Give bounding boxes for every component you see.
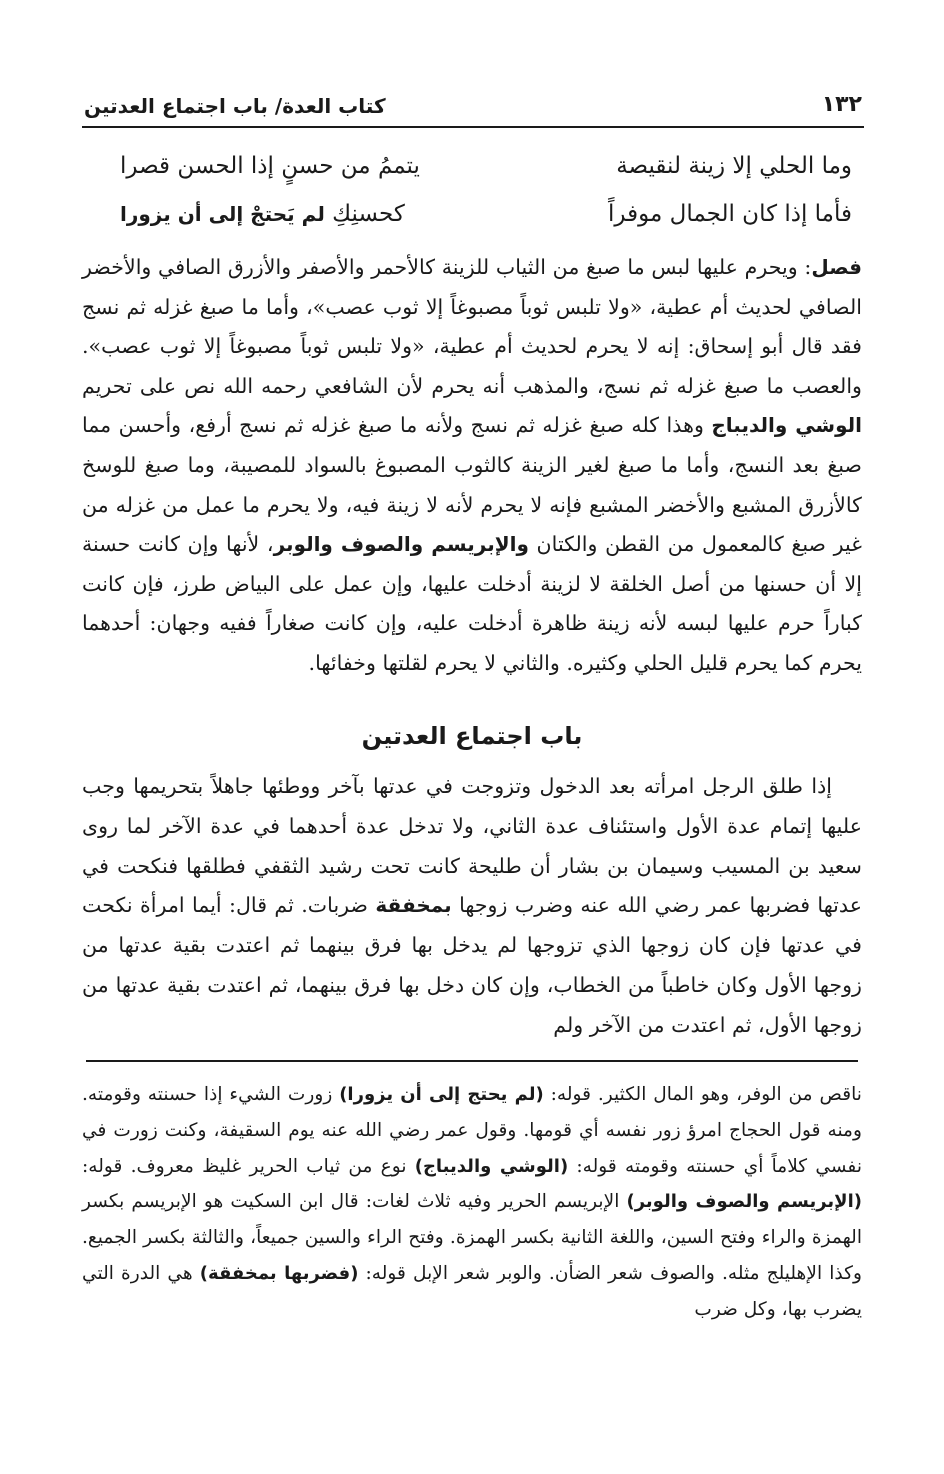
body-text: ، لأنها وإن كانت حسنة إلا أن حسنها من أصل الخلقة لا لزينة أدخلت عليها، وإن عمل على البياض طرز، فإن كانت كباراً حرم عليها لبسه لأنه زينة ظاهرة أدخلت عليه، وإن كانت صغاراً ففيه وجهان: أحدهما يحرم كما يحرم قليل الحلي وكثيره. والثاني لا يحرم لقلتها وخفائها. — [82, 532, 862, 675]
body-text: وهذا كله صبغ غزله ثم نسج ولأنه ما صبغ غزله ثم نسج أرفع، وأحسن مما صبغ بعد النسج، وأما ما صبغ لغير الزينة كالثوب المصبوغ بالسواد للمصيبة، وما صبغ للوسخ كالأزرق المشبع والأخضر المشبع فإنه لا يحرم لأنه لا زينة فيه، ولا يحرم ما عمل من غزله من غير صبغ كالمعمول من القطن والكتان — [82, 413, 863, 557]
verse-first-hemistich: وما الحلي إلا زينة لنقيصة — [616, 153, 852, 179]
running-title: كتاب العدة/ باب اجتماع العدتين — [84, 94, 386, 118]
page-header — [82, 92, 864, 128]
footnote-text: نوع من ثياب الحرير غليظ معروف. قوله: — [82, 1155, 407, 1177]
footnote-text: ناقص من الوفر، وهو المال الكثير. قوله: — [550, 1084, 862, 1105]
body-text: إذا طلق الرجل امرأته بعد الدخول وتزوجت في عدتها بآخر ووطئها جاهلاً بتحريمها وجب عليها إتمام عدة الأول واستئناف عدة الثاني، ولا تدخل عدة أحدهما في عدة الآخر لما روى سعيد بن المسيب وسيمان بن بشار أن طليحة كانت تحت رشيد الثقفي فطلقها فنكحت في عدتها فضربها عمر رضي الله عنه وضرب زوجها — [82, 774, 863, 918]
verse-first-hemistich: فأما إذا كان الجمال موفراً — [608, 201, 852, 227]
fasl-section — [82, 248, 862, 684]
verse-bold-text: لم يَحتجْ إلى أن يزورا — [120, 202, 325, 226]
footnote-lemma: (الوشي والديباج) — [414, 1155, 569, 1177]
body-text: : ويحرم عليها لبس ما صبغ من الثياب للزينة كالأحمر والأصفر والأزرق الصافي والأخضر الصافي لحديث أم عطية، «ولا تلبس ثوباً مصبوغاً إلا ثوب عصب»، وأما ما صبغ غزله ثم نسج فقد قال أبو إسحاق: إنه لا يحرم لحديث أم عطية، «ولا تلبس ثوباً مصبوغاً إلا ثوب عصب». والعصب ما صبغ غزله ثم نسج، والمذهب أنه يحرم لأن الشافعي رحمه الله نص على تحريم — [82, 255, 862, 398]
bold-term: الوشي والديباج — [711, 413, 863, 438]
verse-text: كحسنِكِ — [332, 201, 405, 227]
verse-second-hemistich — [120, 201, 405, 227]
chapter-heading: باب اجتماع العدتين — [361, 722, 583, 750]
footnote-text: هي الدرة التي يضرب بها، وكل ضرب — [82, 1262, 862, 1320]
poem-verse — [120, 201, 852, 241]
footnote-lemma: (لم يحتج إلى أن يزورا) — [339, 1084, 544, 1105]
chapter-section — [82, 767, 862, 1046]
chapter-paragraph — [82, 767, 862, 1046]
footnote-divider — [86, 1060, 858, 1062]
fasl-label: فصل — [811, 255, 862, 279]
page-number: ١٣٢ — [821, 92, 862, 117]
body-text: ضربات. ثم قال: أيما امرأة نكحت في عدتها فإن كان زوجها الذي تزوجها لم يدخل بها فرق بينهما ثم اعتدت بقية عدتها من زوجها الأول وكان خاطباً من الخطاب، وإن كان دخل بها فرق بينهما، ثم اعتدت بقية عدتها من زوجها الأول، ثم اعتدت من الآخر ولم — [82, 893, 862, 1037]
bold-term: بمخفقة — [375, 893, 452, 918]
bold-term: والإبريسم والصوف والوبر — [273, 532, 529, 557]
footnotes — [82, 1077, 862, 1328]
fasl-paragraph — [82, 248, 862, 684]
footnote-paragraph — [82, 1077, 862, 1328]
verse-second-hemistich: يتممُ من حسنٍ إذا الحسن قصرا — [120, 153, 420, 179]
footnote-lemma: (فضربها بمخفقة) — [199, 1262, 359, 1284]
footnote-text: الإبريسم الحرير وفيه ثلاث لغات: قال ابن السكيت هو الإبريسم بكسر الهمزة والراء وفتح السين، واللغة الثانية بكسر الهمزة. وفتح الراء والسين جميعاً، والثالثة بكسر الجميع. وكذا الإهليلج مثله. والصوف شعر الضأن. والوبر شعر الإبل قوله: — [82, 1191, 862, 1284]
footnote-lemma: (الإبريسم والصوف والوبر) — [626, 1191, 862, 1213]
footnote-text: زورت الشيء إذا حسنته وقومته. ومنه قول الحجاج امرؤ زور نفسه أي قومها. وقول عمر رضي الله عنه يوم السقيفة، وكنت زورت في نفسي كلاماً أي حسنته وقومته قوله: — [82, 1084, 862, 1177]
poem-verse — [120, 153, 852, 193]
